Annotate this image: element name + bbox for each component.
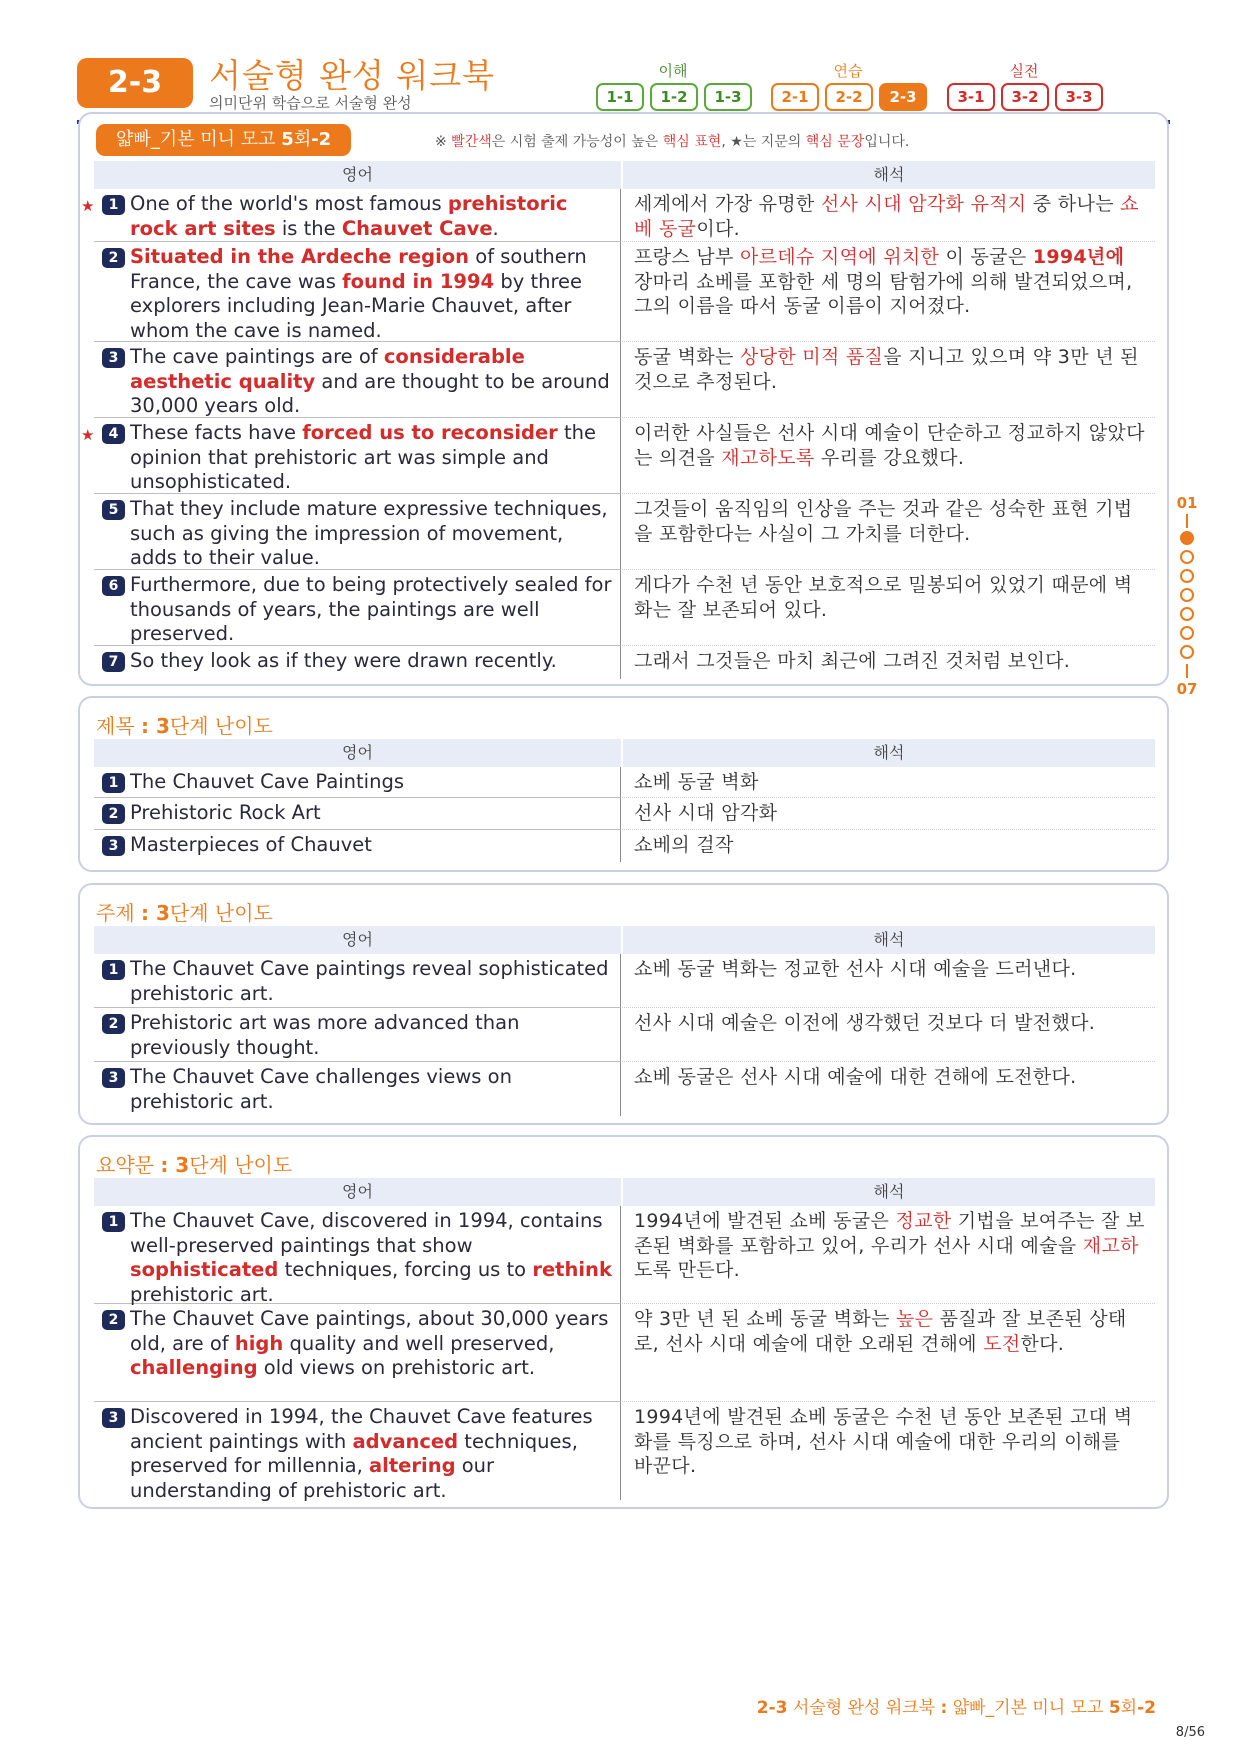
stage-step-button[interactable]: 2-1 [771, 83, 819, 111]
english-sentence: 3 Masterpieces of Chauvet [94, 830, 621, 862]
table-header [94, 161, 1155, 189]
sentence-number-badge: 2 [102, 1310, 125, 1330]
stage-step-button[interactable]: 3-3 [1055, 83, 1103, 111]
english-sentence: 6 Furthermore, due to being protectively sealed for thousands of years, the paintings are well preserved. [94, 570, 621, 646]
passage-progress [1172, 494, 1202, 700]
sentence-number-badge: 3 [102, 348, 125, 368]
sentence-number-badge: 3 [102, 1068, 125, 1088]
col-korean: 해석 [873, 1182, 905, 1201]
english-sentence: 2 Prehistoric Rock Art [94, 798, 621, 830]
sentence-number-badge: 2 [102, 248, 125, 268]
korean-translation: 게다가 수천 년 동안 보호적으로 밀봉되어 있었기 때문에 벽화는 잘 보존되어 있다. [622, 570, 1155, 646]
sentence-number-badge: 4 [102, 424, 125, 444]
sentence-number-badge: 2 [102, 1014, 125, 1034]
table-row [94, 242, 1155, 342]
stage-label: 연습 [833, 62, 863, 80]
workbook-title: 서술형 완성 워크북 [209, 56, 496, 95]
stage-step-button[interactable]: 1-2 [650, 83, 698, 111]
progress-start-label: 01 [1176, 494, 1198, 512]
workbook-subtitle: 의미단위 학습으로 서술형 완성 [209, 94, 412, 112]
page-number: 8/56 [1175, 1725, 1205, 1740]
progress-end-label: 07 [1176, 680, 1198, 698]
legend-note: ※ 빨간색은 시험 출제 가능성이 높은 핵심 표현, ★는 지문의 핵심 문장입니다. [435, 134, 910, 150]
table-row [94, 494, 1155, 570]
english-sentence: 2 The Chauvet Cave paintings, about 30,000 years old, are of high quality and well preserved, challenging old views on prehistoric art. [94, 1304, 621, 1402]
key-sentence-star-icon: ★ [81, 426, 95, 444]
english-sentence: 1 The Chauvet Cave, discovered in 1994, contains well-preserved paintings that show sophisticated techniques, forcing us to rethink prehistoric art. [94, 1206, 621, 1304]
progress-dot[interactable] [1180, 569, 1194, 583]
table-header [94, 739, 1155, 767]
korean-translation: 선사 시대 예술은 이전에 생각했던 것보다 더 발전했다. [622, 1008, 1155, 1062]
korean-translation: 선사 시대 암각화 [622, 798, 1155, 830]
progress-dot[interactable] [1180, 531, 1194, 545]
korean-translation: 그것들이 움직임의 인상을 주는 것과 같은 성숙한 표현 기법을 포함한다는 사실이 그 가치를 더한다. [622, 494, 1155, 570]
korean-translation: 그래서 그것들은 마치 최근에 그려진 것처럼 보인다. [634, 650, 1071, 672]
col-english: 영어 [342, 1182, 373, 1201]
english-sentence: 3 The Chauvet Cave challenges views on prehistoric art. [94, 1062, 621, 1116]
stage-step-button[interactable]: 3-2 [1001, 83, 1049, 111]
english-sentence: 3 The cave paintings are of considerable aesthetic quality and are thought to be around 30,000 years old. [94, 342, 621, 418]
english-sentence: ★ 4 These facts have forced us to reconsider the opinion that prehistoric art was simple and unsophisticated. [94, 418, 621, 494]
unit-badge: 2-3 [77, 58, 193, 108]
table-row [94, 767, 1155, 798]
table-header [94, 926, 1155, 954]
summary-panel [78, 1135, 1169, 1509]
stage-step-button[interactable]: 1-3 [704, 83, 752, 111]
table-row [81, 418, 1155, 494]
korean-translation: 쇼베 동굴 벽화 [622, 767, 1155, 798]
section-title: 요약문 : 3단계 난이도 [96, 1153, 293, 1177]
table-row [94, 1008, 1155, 1062]
korean-translation: 동굴 벽화는 상당한 미적 품질을 지니고 있으며 약 3만 년 된 것으로 추정된다. [622, 342, 1155, 418]
theme-panel [78, 883, 1169, 1125]
english-sentence: 1 The Chauvet Cave Paintings [94, 767, 621, 798]
footer-title: 2-3 서술형 완성 워크북 : 얇빠_기본 미니 모고 5회-2 [756, 1698, 1156, 1718]
table-row [94, 1206, 1155, 1304]
sentence-number-badge: 6 [102, 576, 125, 596]
col-english: 영어 [342, 930, 373, 949]
progress-dot[interactable] [1180, 645, 1194, 659]
progress-dot[interactable] [1180, 550, 1194, 564]
table-row [94, 570, 1155, 646]
table-row [94, 1402, 1155, 1500]
col-korean: 해석 [873, 930, 905, 949]
sentence-number-badge: 5 [102, 500, 125, 520]
table-row [94, 798, 1155, 830]
table-row [94, 646, 1155, 679]
table-row [81, 189, 1155, 242]
progress-dot[interactable] [1180, 588, 1194, 602]
korean-translation: 1994년에 발견된 쇼베 동굴은 수천 년 동안 보존된 고대 벽화를 특징으로 하며, 선사 시대 예술에 대한 우리의 이해를 바꾼다. [634, 1406, 1133, 1477]
korean-translation: 쇼베 동굴 벽화는 정교한 선사 시대 예술을 드러낸다. [622, 954, 1155, 1008]
korean-translation: 쇼베의 걸작 [634, 834, 734, 856]
korean-translation: 약 3만 년 된 쇼베 동굴 벽화는 높은 품질과 잘 보존된 상태로, 선사 시대 예술에 대한 오래된 견해에 도전한다. [622, 1304, 1155, 1402]
korean-translation: 프랑스 남부 아르데슈 지역에 위치한 이 동굴은 1994년에 장마리 쇼베를 포함한 세 명의 탐험가에 의해 발견되었으며, 그의 이름을 따서 동굴 이름이 지어졌다. [622, 242, 1155, 342]
stage-step-button[interactable]: 1-1 [596, 83, 644, 111]
sentence-number-badge: 1 [102, 960, 125, 980]
col-korean: 해석 [873, 743, 905, 762]
english-sentence: 3 Discovered in 1994, the Chauvet Cave features ancient paintings with advanced techniques, preserved for millennia, altering our understanding of prehistoric art. [94, 1402, 621, 1500]
passage-panel [78, 112, 1169, 686]
korean-translation: 쇼베 동굴은 선사 시대 예술에 대한 견해에 도전한다. [634, 1066, 1077, 1088]
english-sentence: 5 That they include mature expressive techniques, such as giving the impression of movement, adds to their value. [94, 494, 621, 570]
col-english: 영어 [342, 165, 373, 184]
stage-step-button[interactable]: 2-3 [879, 83, 927, 111]
english-sentence: 1 The Chauvet Cave paintings reveal sophisticated prehistoric art. [94, 954, 621, 1008]
table-header [94, 1178, 1155, 1206]
table-row [94, 1062, 1155, 1116]
stage-label: 실전 [1009, 62, 1039, 80]
passage-badge: 얇빠_기본 미니 모고 5회-2 [96, 124, 351, 156]
title-panel [78, 696, 1169, 872]
sentence-number-badge: 1 [102, 195, 125, 215]
korean-translation: 1994년에 발견된 쇼베 동굴은 정교한 기법을 보여주는 잘 보존된 벽화를 포함하고 있어, 우리가 선사 시대 예술을 재고하도록 만든다. [622, 1206, 1155, 1304]
key-sentence-star-icon: ★ [81, 197, 95, 215]
table-row [94, 830, 1155, 862]
col-english: 영어 [342, 743, 373, 762]
sentence-number-badge: 2 [102, 804, 125, 824]
table-row [94, 342, 1155, 418]
stage-step-button[interactable]: 2-2 [825, 83, 873, 111]
english-sentence: 2 Prehistoric art was more advanced than previously thought. [94, 1008, 621, 1062]
korean-translation: 이러한 사실들은 선사 시대 예술이 단순하고 정교하지 않았다는 의견을 재고하도록 우리를 강요했다. [622, 418, 1155, 494]
section-title: 주제 : 3단계 난이도 [96, 901, 273, 925]
korean-translation: 세계에서 가장 유명한 선사 시대 암각화 유적지 중 하나는 쇼베 동굴이다. [622, 189, 1155, 242]
english-sentence: ★ 1 One of the world's most famous prehistoric rock art sites is the Chauvet Cave. [94, 189, 621, 242]
table-row [94, 1304, 1155, 1402]
sentence-number-badge: 7 [102, 652, 125, 672]
sentence-number-badge: 1 [102, 773, 125, 793]
col-korean: 해석 [873, 165, 905, 184]
english-sentence: 2 Situated in the Ardeche region of southern France, the cave was found in 1994 by three explorers including Jean-Marie Chauvet, after whom the cave is named. [94, 242, 621, 342]
sentence-number-badge: 3 [102, 836, 125, 856]
section-title: 제목 : 3단계 난이도 [96, 714, 273, 738]
sentence-number-badge: 1 [102, 1212, 125, 1232]
table-row [94, 954, 1155, 1008]
sentence-number-badge: 3 [102, 1408, 125, 1428]
progress-dot[interactable] [1180, 626, 1194, 640]
progress-dot[interactable] [1180, 607, 1194, 621]
english-sentence: 7 So they look as if they were drawn recently. [94, 646, 621, 679]
stage-label: 이해 [658, 62, 688, 80]
stage-step-button[interactable]: 3-1 [947, 83, 995, 111]
